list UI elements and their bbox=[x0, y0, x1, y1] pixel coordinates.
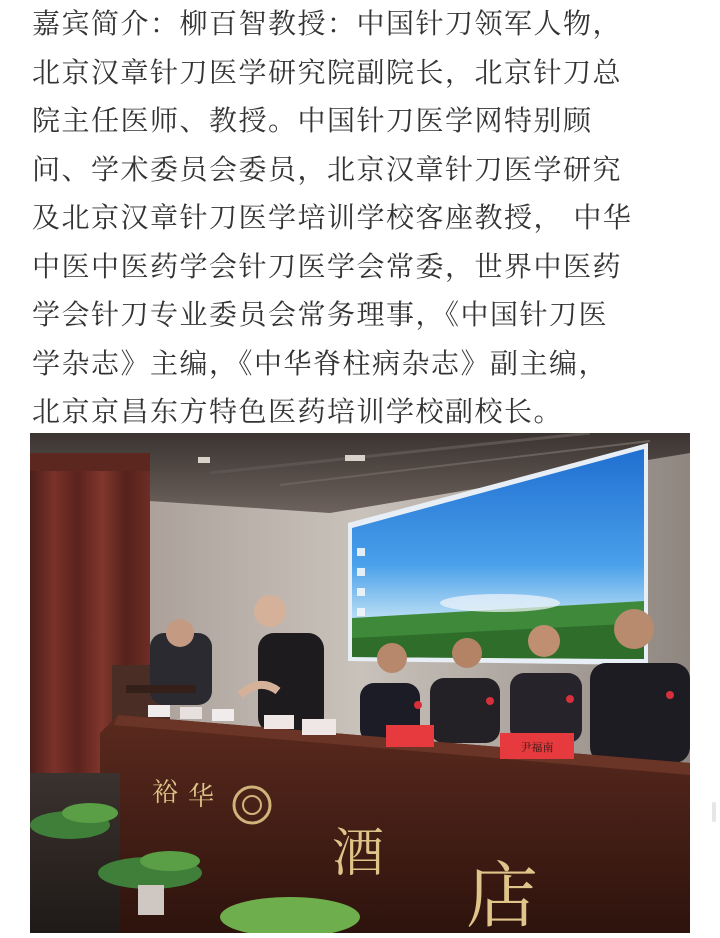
table-char-2: 华 bbox=[188, 782, 215, 812]
intro-line-7: 学会针刀专业委员会常务理事，《中国针刀医 bbox=[32, 298, 609, 331]
scroll-indicator bbox=[712, 802, 716, 822]
name-card-text: 尹福南 bbox=[520, 741, 554, 754]
intro-line-3: 院主任医师、教授。中国针刀医学网特别顾 bbox=[32, 104, 593, 137]
intro-line-6: 中医中医药学会针刀医学会常委，世界中医药 bbox=[32, 249, 623, 283]
intro-line-1: 嘉宾简介：柳百智教授：中国针刀领军人物， bbox=[32, 7, 623, 40]
table-char-4: 店 bbox=[466, 854, 539, 933]
guest-intro-text bbox=[32, 0, 702, 437]
intro-line-2: 北京汉章针刀医学研究院副院长，北京针刀总 bbox=[32, 55, 623, 89]
intro-line-8: 学杂志》主编，《中华脊柱病杂志》副主编， bbox=[32, 346, 609, 380]
table-char-1: 裕 bbox=[152, 778, 179, 808]
table-char-3: 酒 bbox=[332, 824, 385, 884]
conference-photo bbox=[30, 433, 690, 933]
intro-line-4: 问、学术委员会委员，北京汉章针刀医学研究 bbox=[32, 152, 623, 186]
intro-line-5: 及北京汉章针刀医学培训学校客座教授， 中华 bbox=[32, 201, 633, 234]
intro-line-9: 北京京昌东方特色医药培训学校副校长。 bbox=[32, 395, 564, 428]
